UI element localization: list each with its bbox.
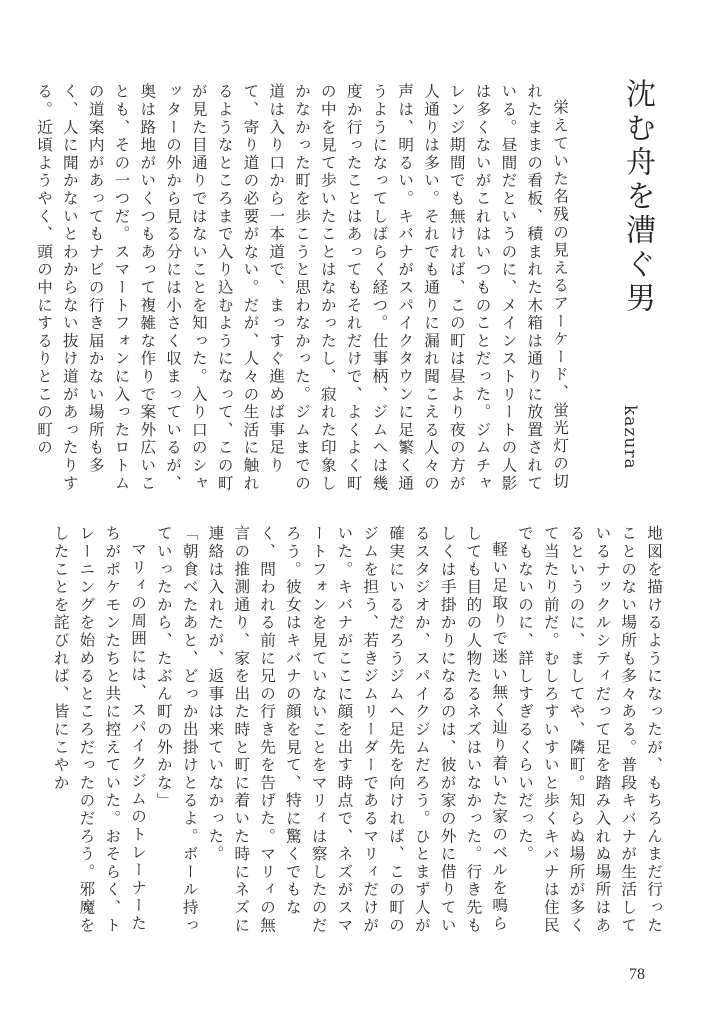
story-title: 沈む舟を漕ぐ男 xyxy=(620,78,655,316)
author-name: kazura xyxy=(620,405,640,470)
dialogue-line: 「朝食べたあと、どっか出掛けとるよ。ボール持っていったから、たぶん町の外かな」 xyxy=(154,525,199,935)
lower-text-block xyxy=(47,525,666,940)
paragraph: 軽い足取りで迷い無く辿り着いた家のベルを鳴らしても目的の人物たるネズはいなかった。行き先もしくは手掛かりになるのは、彼が家の外に借りているスタジオか、スパイクジムだろう。ひとまず人が確実にいるだろうジムへ足先を向ければ、この町のジムを担う、若きジムリーダーであるマリィだけがいた。キバナがここに顔を出す時点で、ネズがスマートフォンを見ていないことをマリィは察したのだろう。彼女はキバナの顔を見て、特に驚くでもなく、問われる前に兄の行き先を告げた。マリィの無言の推測通り、家を出た時と町に着いた時にネズに連絡は入れたが、返事は来ていなかった。 xyxy=(206,525,509,935)
paragraph: 栄えていた名残の見えるアーケード、蛍光灯の切れたままの看板、積まれた木箱は通りに放置されている。昼間だというのに、メインストリートの人影は多くないがこれはいつものことだった。ジムチャレンジ期間でも無ければ、この町は昼より夜の方が人通りは多い。それでも通りに漏れ聞こえる人々の声は、明るい。キバナがスパイクタウンに足繁く通うようになってしばらく経つ。仕事柄、ジムへは幾度か行ったことはあってもそれだけで、よくよく町の中を見て歩いたことはなかったし、寂れた印象しかなかった町を歩こうと思わなかった。ジムまでの道は入り口から一本道で、まっすぐ進めば事足りて、寄り道の必要がない。だが、人々の生活に触れるようなところまで入り込むようになって、この町が見た目通りではないことを知った。入り口のシャッターの外から見る分には小さく収まっているが、奥は路地がいくつもあって複雑な作りで案外広いことも、その一つだ。スマートフォンに入ったロトムの道案内があってもナビの行き届かない場所も多く、人に聞かないとわからない抜け道があったりする。近頃ようやく、頭の中にするりとこの町の xyxy=(35,83,569,493)
paragraph: 地図を描けるようになったが、もちろんまだ行ったことのない場所も多々ある。普段キバナが生活しているナックルシティだって足を踏み入れぬ場所はあるというのに、ましてや、隣町。知らぬ場所が多くて当たり前だ。むしろすいすいと歩くキバナは住民でもないのに、詳しすぎるくらいだった。 xyxy=(516,525,663,935)
paragraph: マリィの周囲には、スパイクジムのトレーナーたちがポケモンたちと共に控えていた。おそらく、トレーニングを始めるところだったのだろう。邪魔をしたことを詫びれば、皆にこやか xyxy=(51,525,148,935)
upper-text-block xyxy=(30,83,572,498)
page-number: 78 xyxy=(629,966,645,983)
